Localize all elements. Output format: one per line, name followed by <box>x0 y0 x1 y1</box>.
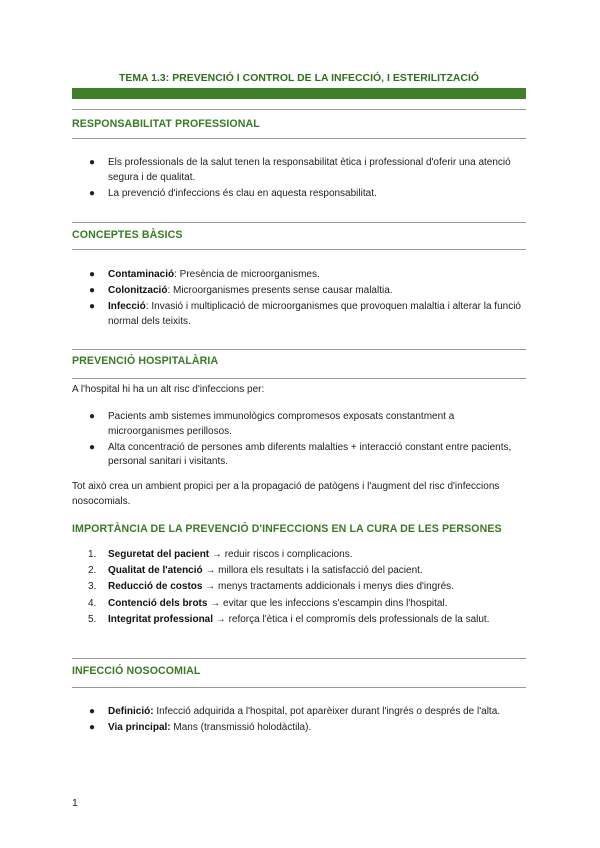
section-heading-responsabilitat: RESPONSABILITAT PROFESSIONAL <box>72 118 260 130</box>
bullet-icon: ● <box>89 269 96 280</box>
bullet-icon: ● <box>89 285 96 297</box>
section-rule <box>72 349 526 350</box>
list-item: ● Definició: Infecció adquirida a l'hospital, pot aparèixer durant l'ingrés o després de l'alta. <box>72 705 526 720</box>
section-rule <box>72 109 526 110</box>
list-item: 2. Qualitat de l'atenció → millora els resultats i la satisfacció del pacient. <box>88 565 423 577</box>
list-item: ● Contaminació: Presència de microorganismes. <box>72 268 526 283</box>
bullet-icon: ● <box>89 301 96 313</box>
bullet-icon: ● <box>89 157 96 168</box>
conceptes-list <box>72 268 526 331</box>
section-rule <box>72 378 526 379</box>
list-item: ● La prevenció d'infeccions és clau en aquesta responsabilitat. <box>72 187 526 202</box>
prevencio-intro: A l'hospital hi ha un alt risc d'infeccions per: <box>72 384 265 395</box>
list-item: ● Infecció: Invasió i multiplicació de microorganismes que provoquen malaltia i alterar la funció normal dels teixits. <box>89 301 521 327</box>
page-number: 1 <box>72 797 78 809</box>
list-item: ● Pacients amb sistemes immunològics compromesos exposats constantment a microorganismes perillosos. <box>89 411 455 437</box>
responsabilitat-list <box>72 156 526 203</box>
bullet-icon: ● <box>89 411 96 422</box>
section-rule <box>72 138 526 139</box>
section-heading-conceptes: CONCEPTES BÀSICS <box>72 229 183 241</box>
list-item: ● Alta concentració de persones amb diferents malalties + interacció constant entre pacients, personal sanitari i visitants. <box>89 441 512 468</box>
bullet-icon: ● <box>89 441 96 453</box>
section-rule <box>72 222 526 223</box>
list-item: 4. Contenció dels brots → evitar que les infeccions s'escampin dins l'hospital. <box>88 597 448 609</box>
nosocomial-list <box>72 705 526 737</box>
list-item: 3. Reducció de costos → menys tractaments addicionals i menys dies d'ingrés. <box>88 581 454 593</box>
bullet-icon: ● <box>89 187 96 199</box>
list-item: ● Via principal: Mans (transmissió holodàctila). <box>72 721 526 736</box>
title-accent-bar <box>72 88 526 99</box>
importancia-list <box>72 548 526 629</box>
document-title: TEMA 1.3: PREVENCIÓ I CONTROL DE LA INFECCIÓ, I ESTERILITZACIÓ <box>118 73 480 84</box>
section-rule <box>72 687 526 688</box>
bullet-icon: ● <box>89 706 96 717</box>
list-item: 1. Seguretat del pacient → reduir riscos i complicacions. <box>88 549 353 560</box>
list-item: 5. Integritat professional → reforça l'ètica i el compromís dels professionals de la salut. <box>88 613 490 625</box>
section-heading-importancia: IMPORTÀNCIA DE LA PREVENCIÓ D'INFECCIONS EN LA CURA DE LES PERSONES <box>72 523 502 535</box>
bullet-icon: ● <box>89 722 96 734</box>
prevencio-outro: Tot això crea un ambient propici per a la propagació de patògens i l'augment del risc d'infeccions nosocomials. <box>72 481 500 507</box>
section-heading-prevencio: PREVENCIÓ HOSPITALÀRIA <box>72 355 219 367</box>
prevencio-list <box>72 410 526 472</box>
section-heading-nosocomial: INFECCIÓ NOSOCOMIAL <box>72 665 201 677</box>
list-item: ● Els professionals de la salut tenen la responsabilitat ètica i professional d'oferir una atenció segura i de qualitat. <box>89 157 511 183</box>
list-item: ● Colonització: Microorganismes presents sense causar malaltia. <box>72 284 526 299</box>
section-rule <box>72 249 526 250</box>
section-rule <box>72 658 526 659</box>
